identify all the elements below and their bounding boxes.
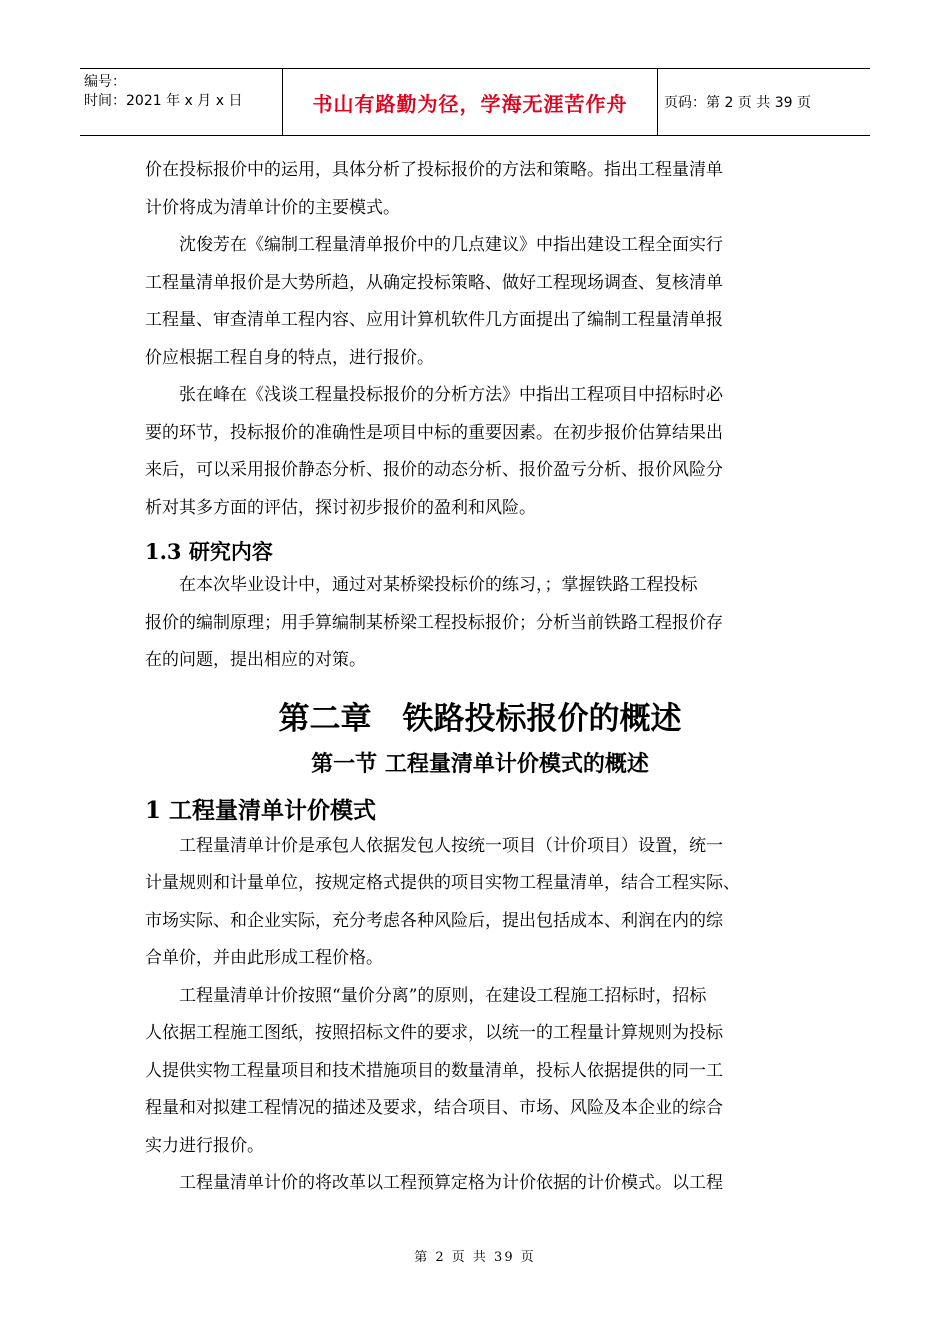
text-line: 合单价，并由此形成工程价格。: [145, 948, 383, 968]
text-line: 计价将成为清单计价的主要模式。: [145, 197, 400, 218]
text-line: 沈俊芳在《编制工程量清单报价中的几点建议》中指出建设工程全面实行: [145, 235, 723, 255]
header-motto: 书山有路勤为径，学海无涯苦作舟: [312, 91, 628, 116]
text-line: 工程量、审查清单工程内容、应用计算机软件几方面提出了编制工程量清单报: [145, 310, 723, 330]
time-label: 时间：2021 年 x 月 x 日: [84, 93, 243, 109]
text-line: 工程量清单计价的将改革以工程预算定格为计价依据的计价模式。以工程: [145, 1173, 723, 1193]
text-line: 张在峰在《浅谈工程量投标报价的分析方法》中指出工程项目中招标时必: [145, 385, 723, 405]
number-label: 编号：: [84, 74, 126, 90]
document-header: [80, 68, 870, 136]
paragraph: [145, 377, 815, 527]
paragraph: [145, 1165, 815, 1203]
chapter-title: 第二章 铁路投标报价的概述: [278, 700, 682, 737]
page-footer: 第 2 页 共 39 页: [414, 1250, 536, 1265]
paragraph: [145, 227, 815, 377]
text-line: 报价的编制原理；用手算编制某桥梁工程投标报价；分析当前铁路工程报价存: [145, 612, 723, 633]
section-heading-1-3: 1.3 研究内容: [145, 539, 273, 564]
text-line: 价在投标报价中的运用，具体分析了投标报价的方法和策略。指出工程量清单: [145, 160, 723, 180]
text-line: 析对其多方面的评估，探讨初步报价的盈利和风险。: [145, 497, 536, 518]
paragraph: [145, 978, 815, 1166]
header-page-info: 页码：第 2 页 共 39 页: [664, 95, 811, 111]
text-line: 工程量清单报价是大势所趋，从确定投标策略、做好工程现场调查、复核清单: [145, 272, 723, 293]
text-line: 在本次毕业设计中，通过对某桥梁投标价的练习，；掌握铁路工程投标: [145, 575, 698, 595]
paragraph: [145, 567, 815, 680]
text-line: 人提供实物工程量项目和技术措施项目的数量清单，投标人依据提供的同一工: [145, 1060, 723, 1081]
text-line: 要的环节，投标报价的准确性是项目中标的重要因素。在初步报价估算结果出: [145, 422, 723, 443]
text-line: 人依据工程施工图纸，按照招标文件的要求，以统一的工程量计算规则为投标: [145, 1023, 723, 1043]
text-line: 工程量清单计价按照“量价分离”的原则，在建设工程施工招标时，招标: [145, 985, 707, 1006]
text-line: 市场实际、和企业实际，充分考虑各种风险后，提出包括成本、利润在内的综: [145, 910, 723, 931]
paragraph: [145, 152, 815, 227]
header-motto-cell: [282, 69, 658, 135]
text-line: 工程量清单计价是承包人依据发包人按统一项目（计价项目）设置，统一: [145, 835, 723, 856]
text-line: 实力进行报价。: [145, 1135, 264, 1156]
document-body: [145, 152, 815, 1203]
text-line: 价应根据工程自身的特点，进行报价。: [145, 347, 434, 368]
text-line: 程量和对拟建工程情况的描述及要求，结合项目、市场、风险及本企业的综合: [145, 1098, 723, 1118]
paragraph: [145, 828, 815, 978]
text-line: 在的问题，提出相应的对策。: [145, 650, 366, 670]
text-line: 计量规则和计量单位，按规定格式提供的项目实物工程量清单，结合工程实际、: [145, 873, 740, 893]
header-meta: [80, 69, 282, 135]
text-line: 来后，可以采用报价静态分析、报价的动态分析、报价盈亏分析、报价风险分: [145, 460, 723, 480]
subsection-heading-1: 1 工程量清单计价模式: [145, 796, 377, 824]
section-title: 第一节 工程量清单计价模式的概述: [311, 751, 649, 777]
